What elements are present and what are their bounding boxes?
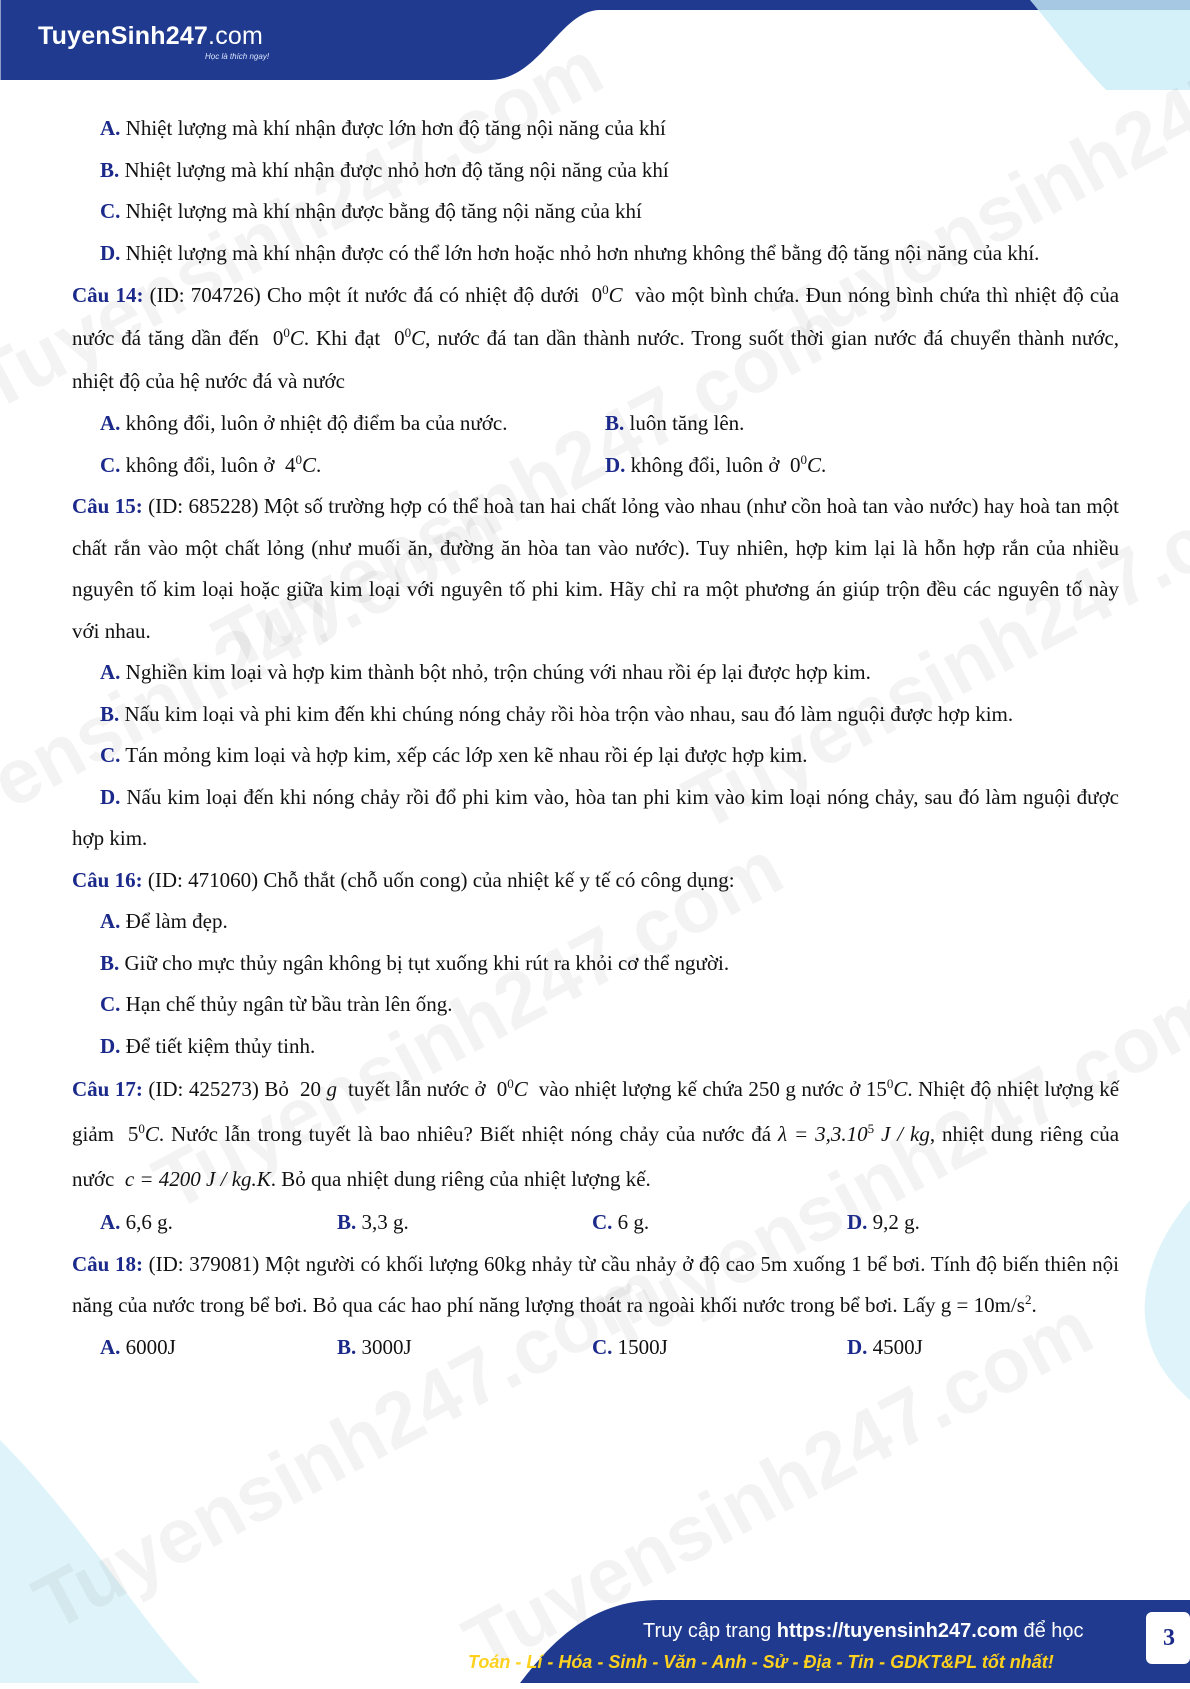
question-text: (ID: 379081) Một người có khối lượng 60kg nhảy từ cầu nhảy ở độ cao 5m xuống 1 bể bơi. Tính độ biến thiên nội năng của nước trong bể bơi. Bỏ qua các hao phí năng lượng thoát ra ngoài khối nước trong bể bơi. Lấy g = 10m/s bbox=[72, 1251, 1120, 1317]
option-text: 3000J bbox=[361, 1334, 412, 1359]
q15-option-c bbox=[72, 735, 1119, 777]
option-text: Nhiệt lượng mà khí nhận được bằng độ tăng nội năng của khí bbox=[125, 199, 642, 223]
math-sup: 0 bbox=[283, 325, 290, 340]
question-text: . Nước lẫn trong tuyết là bao nhiêu? Biết nhiệt nóng chảy của nước đá bbox=[158, 1122, 772, 1146]
footer-text: Truy cập trang bbox=[643, 1620, 772, 1642]
option-label: B. bbox=[605, 411, 625, 435]
math-value: 4 bbox=[284, 452, 296, 477]
option-label: A. bbox=[100, 1334, 121, 1359]
math-sup: 2 bbox=[1024, 1292, 1032, 1307]
option-text: 6 g. bbox=[617, 1210, 650, 1234]
option-text: không đổi, luôn ở nhiệt độ điểm ba của nước. bbox=[125, 411, 508, 435]
q14-option-c: C. không đổi, luôn ở $4^0C$. bbox=[100, 451, 322, 477]
question-text: (ID: 704726) Cho một ít nước đá có nhiệt độ dưới bbox=[149, 283, 580, 307]
math-value: 0 bbox=[789, 452, 801, 477]
q15-option-d bbox=[72, 777, 1119, 860]
footer-text: để học bbox=[1023, 1620, 1084, 1642]
q17-option-d bbox=[847, 1202, 920, 1244]
math-sup: 0 bbox=[295, 451, 302, 467]
page-number: 3 bbox=[1163, 1625, 1175, 1651]
q14-option-d: D. không đổi, luôn ở $0^0C$. bbox=[605, 451, 827, 477]
q16-option-b bbox=[72, 943, 1119, 985]
option-label: A. bbox=[100, 1210, 121, 1234]
math-value: 0 bbox=[591, 283, 603, 307]
option-label: C. bbox=[592, 1334, 613, 1359]
option-label: D. bbox=[100, 240, 121, 265]
option-text: 3,3 g. bbox=[361, 1210, 409, 1234]
footer-cta bbox=[643, 1620, 1084, 1643]
math-value: 15 bbox=[865, 1077, 887, 1101]
q16-option-d bbox=[72, 1026, 1119, 1068]
q15-option-b bbox=[72, 694, 1119, 736]
question-text: (ID: 471060) Chỗ thắt (chỗ uốn cong) của nhiệt kế y tế có công dụng: bbox=[147, 867, 735, 892]
question-text: . Khi đạt bbox=[303, 326, 381, 350]
math-unit: C bbox=[608, 283, 623, 307]
option-label: D. bbox=[847, 1334, 868, 1359]
q17-option-c bbox=[592, 1202, 847, 1244]
option-text: không đổi, luôn ở bbox=[630, 452, 780, 477]
option-text: luôn tăng lên. bbox=[629, 411, 745, 435]
q14-options-row-1 bbox=[72, 403, 1119, 445]
math-sup: 0 bbox=[138, 1121, 145, 1136]
q17-options-row bbox=[72, 1202, 1119, 1244]
option-text: Hạn chế thủy ngân từ bầu tràn lên ống. bbox=[125, 992, 453, 1016]
option-text: không đổi, luôn ở bbox=[125, 452, 275, 477]
option-text: Nhiệt lượng mà khí nhận được lớn hơn độ tăng nội năng của khí bbox=[125, 116, 666, 140]
math-lambda: λ = 3,3.10 bbox=[778, 1122, 868, 1146]
math-value: 0 bbox=[496, 1077, 508, 1101]
page-content bbox=[72, 108, 1119, 1368]
option-text: Nhiệt lượng mà khí nhận được nhỏ hơn độ tăng nội năng của khí bbox=[124, 157, 669, 182]
option-label: B. bbox=[337, 1334, 357, 1359]
option-text: Nấu kim loại đến khi nóng chảy rồi đổ phi kim vào, hòa tan phi kim vào kim loại nóng chảy, sau đó làm nguội được hợp kim. bbox=[72, 784, 1119, 850]
page-header bbox=[0, 0, 1190, 90]
logo-text-3: .com bbox=[208, 22, 264, 50]
q17-option-b bbox=[337, 1202, 592, 1244]
math-unit: g bbox=[326, 1077, 337, 1101]
option-label: C. bbox=[100, 199, 121, 223]
math-value: 0 bbox=[394, 326, 405, 350]
brand-logo[interactable] bbox=[38, 22, 263, 51]
option-text: 4500J bbox=[872, 1334, 923, 1359]
option-label: A. bbox=[100, 909, 121, 933]
question-17 bbox=[72, 1067, 1119, 1202]
math-unit: C bbox=[893, 1077, 908, 1101]
option-label: B. bbox=[100, 701, 120, 726]
q13-option-d bbox=[72, 233, 1119, 275]
math-unit: J / kg bbox=[874, 1122, 930, 1146]
math-sup: 0 bbox=[886, 1076, 894, 1091]
q17-option-a bbox=[100, 1202, 337, 1244]
logo-text-2: Sinh247 bbox=[110, 22, 209, 50]
q15-option-a bbox=[72, 652, 1119, 694]
math-unit: C bbox=[301, 452, 316, 477]
question-14 bbox=[72, 274, 1119, 403]
option-text: Tán mỏng kim loại và hợp kim, xếp các lớp xen kẽ nhau rồi ép lại được hợp kim. bbox=[125, 743, 808, 767]
question-text: (ID: 685228) Một số trường hợp có thể hoà tan hai chất lỏng vào nhau (như cồn hoà tan vào nước) hay hoà tan một chất rắn vào một chất lỏng (như muối ăn, đường ăn hòa tan vào nước). Tuy nhiên, hợp kim lại là hỗn hợp rắn của nhiều nguyên tố kim loại hoặc giữa kim loại với nguyên tố phi kim. Hãy chỉ ra một phương án giúp trộn đều các nguyên tố này với nhau. bbox=[72, 494, 1119, 643]
option-label: D. bbox=[847, 1210, 868, 1234]
option-text: Giữ cho mực thủy ngân không bị tụt xuống khi rút ra khỏi cơ thể người. bbox=[124, 950, 730, 975]
q14-option-b bbox=[605, 403, 744, 445]
option-text: 6,6 g. bbox=[125, 1210, 173, 1234]
math-value: 0 bbox=[272, 326, 284, 350]
question-text: . Nhiệt độ nhiệt lượng kế giảm bbox=[72, 1077, 1120, 1146]
logo-text-1: Tuyen bbox=[38, 22, 111, 50]
footer-subjects: Toán - Lí - Hóa - Sinh - Văn - Anh - Sử - Địa - Tin - GDKT&PL tốt nhất! bbox=[468, 1652, 1054, 1672]
question-15 bbox=[72, 486, 1119, 652]
option-label: A. bbox=[100, 411, 121, 435]
math-unit: C bbox=[144, 1122, 159, 1146]
math-unit: C bbox=[806, 452, 821, 477]
question-16 bbox=[72, 860, 1119, 902]
option-text: 1500J bbox=[617, 1334, 668, 1359]
question-label: Câu 14: bbox=[72, 283, 144, 307]
option-text: Để làm đẹp. bbox=[125, 909, 228, 933]
option-label: B. bbox=[337, 1210, 357, 1234]
question-text: vào nhiệt lượng kế chứa 250 g nước ở bbox=[538, 1077, 861, 1101]
option-label: D. bbox=[100, 784, 121, 809]
question-label: Câu 18: bbox=[72, 1251, 143, 1276]
option-text: Nhiệt lượng mà khí nhận được có thể lớn hơn hoặc nhỏ hơn nhưng không thể bằng độ tăng nội năng của khí. bbox=[125, 240, 1040, 265]
option-text: 6000J bbox=[125, 1334, 176, 1359]
q14-options-row-2 bbox=[72, 445, 1119, 487]
q18-option-b bbox=[337, 1327, 592, 1369]
question-text: . Bỏ qua nhiệt dung riêng của nhiệt lượng kế. bbox=[270, 1167, 651, 1191]
question-text: (ID: 425273) Bỏ bbox=[148, 1077, 289, 1101]
question-text: . bbox=[1031, 1293, 1037, 1317]
math-unit: C bbox=[411, 326, 426, 350]
option-label: D. bbox=[100, 1033, 121, 1058]
question-label: Câu 17: bbox=[72, 1077, 143, 1101]
q13-option-c bbox=[72, 191, 1119, 233]
math-sup: 5 bbox=[867, 1121, 875, 1136]
math-sup: 0 bbox=[507, 1076, 514, 1091]
q18-option-d bbox=[847, 1327, 923, 1369]
question-text: vào một bình chứa. Đun nóng bình chứa thì nhiệt độ của nước đá tăng dần đến bbox=[72, 283, 1120, 350]
math-sup: 0 bbox=[404, 325, 412, 340]
question-label: Câu 16: bbox=[72, 867, 143, 892]
question-text: , nhiệt dung riêng của nước bbox=[72, 1122, 1120, 1191]
question-label: Câu 15: bbox=[72, 494, 143, 518]
q16-option-a bbox=[72, 901, 1119, 943]
option-label: B. bbox=[100, 157, 120, 182]
option-text: Để tiết kiệm thủy tinh. bbox=[125, 1033, 316, 1058]
q18-option-c bbox=[592, 1327, 847, 1369]
math-c: c = 4200 J / kg.K bbox=[124, 1167, 271, 1191]
option-label: C. bbox=[100, 743, 121, 767]
option-label: C. bbox=[100, 992, 121, 1016]
math-sup: 0 bbox=[800, 451, 807, 467]
option-text: 9,2 g. bbox=[872, 1210, 920, 1234]
option-text: Nghiền kim loại và hợp kim thành bột nhỏ, trộn chúng với nhau rồi ép lại được hợp kim. bbox=[125, 660, 871, 684]
math-value: 5 bbox=[127, 1122, 139, 1146]
option-label: C. bbox=[100, 452, 121, 477]
q18-option-a bbox=[100, 1327, 337, 1369]
math-unit: C bbox=[513, 1077, 528, 1101]
math-unit: C bbox=[289, 326, 304, 350]
q14-option-a bbox=[100, 403, 605, 445]
q13-option-a bbox=[72, 108, 1119, 150]
option-text: Nấu kim loại và phi kim đến khi chúng nóng chảy rồi hòa trộn vào nhau, sau đó làm nguội được hợp kim. bbox=[124, 701, 1014, 726]
q13-option-b bbox=[72, 150, 1119, 192]
option-label: A. bbox=[100, 116, 121, 140]
option-label: C. bbox=[592, 1210, 613, 1234]
q18-options-row bbox=[72, 1327, 1119, 1369]
logo-tagline: Học là thích ngay! bbox=[205, 52, 270, 61]
option-label: B. bbox=[100, 950, 120, 975]
question-text: tuyết lẫn nước ở bbox=[348, 1077, 486, 1101]
option-label: D. bbox=[605, 452, 626, 477]
question-18 bbox=[72, 1244, 1119, 1327]
question-text: , nước đá tan dần thành nước. Trong suốt thời gian nước đá chuyển thành nước, nhiệt độ của hệ nước đá và nước bbox=[72, 326, 1120, 393]
option-label: A. bbox=[100, 660, 121, 684]
math-value: 20 bbox=[299, 1077, 321, 1101]
footer-url-link[interactable]: https://tuyensinh247.com bbox=[776, 1620, 1018, 1642]
q16-option-c bbox=[72, 984, 1119, 1026]
math-sup: 0 bbox=[602, 282, 609, 297]
